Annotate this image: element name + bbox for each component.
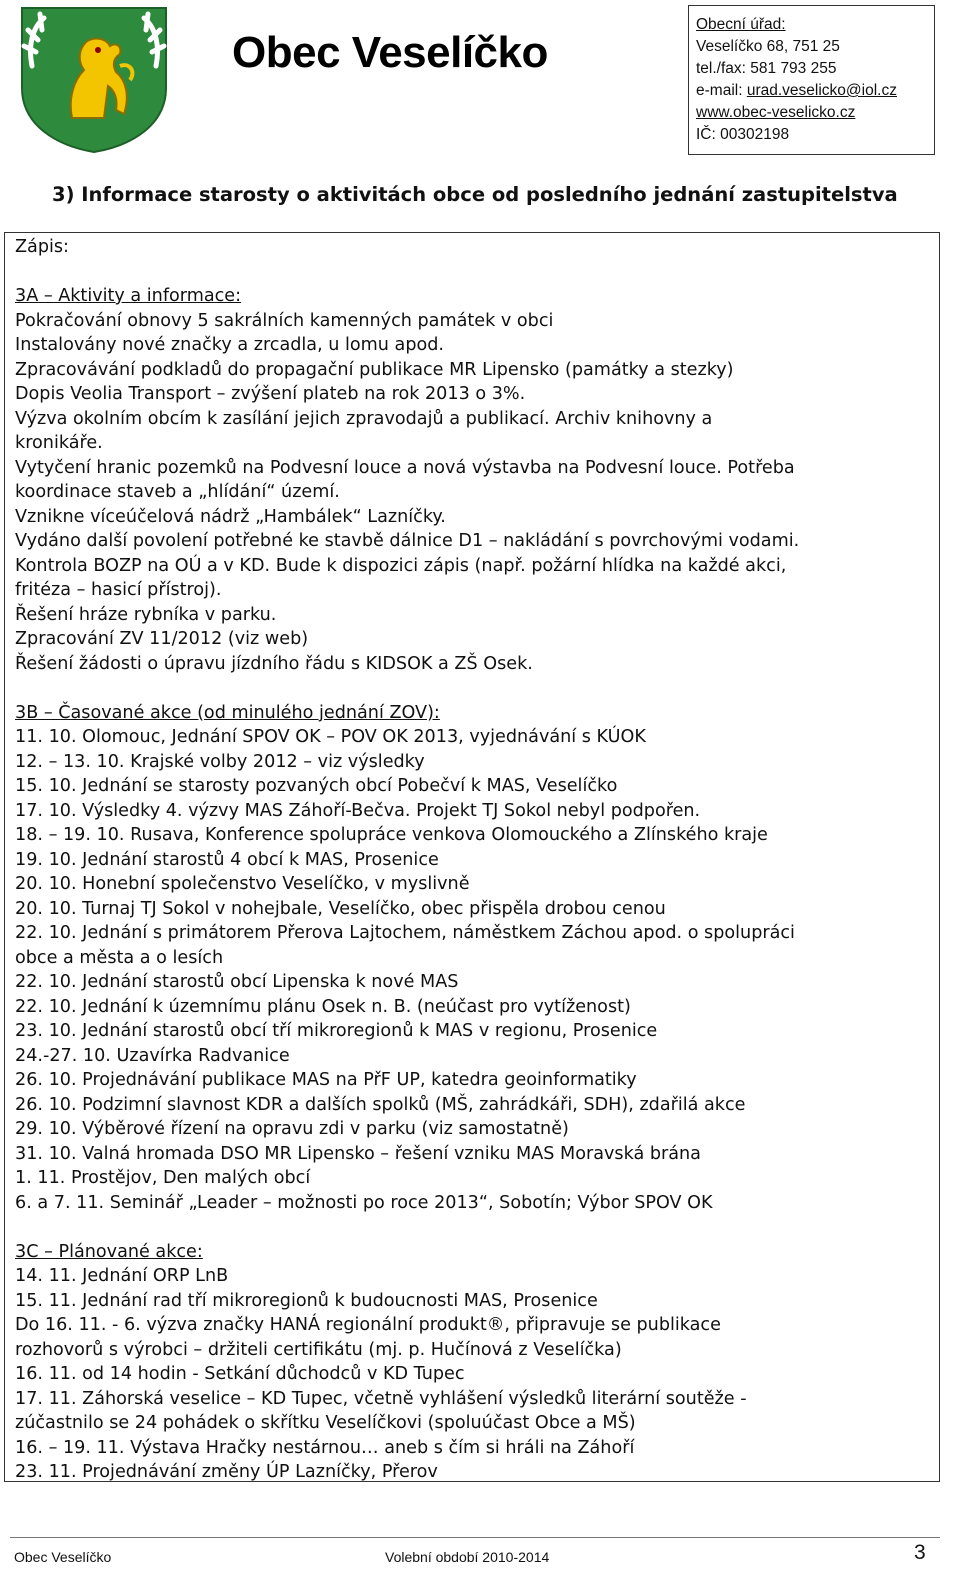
list-item: koordinace staveb a „hlídání“ území. xyxy=(15,482,340,502)
list-item: 20. 10. Turnaj TJ Sokol v nohejbale, Veselíčko, obec přispěla drobou cenou xyxy=(15,898,666,919)
list-item: 1. 11. Prostějov, Den malých obcí xyxy=(15,1168,311,1188)
list-item: 15. 11. Jednání rad tří mikroregionů k budoucnosti MAS, Prosenice xyxy=(15,1290,598,1311)
contact-box xyxy=(688,5,935,155)
contact-email-link[interactable]: urad.veselicko@iol.cz xyxy=(746,82,897,99)
list-item: Zpracování ZV 11/2012 (viz web) xyxy=(15,629,309,649)
list-item: kronikáře. xyxy=(15,433,103,453)
footer-village: Obec Veselíčko xyxy=(14,1549,112,1565)
contact-web-link[interactable]: www.obec-veselicko.cz xyxy=(696,104,856,121)
list-item: Řešení žádosti o úpravu jízdního řádu s KIDSOK a ZŠ Osek. xyxy=(15,653,533,674)
list-item: Dopis Veolia Transport – zvýšení plateb na rok 2013 o 3%. xyxy=(15,384,526,404)
list-item: 22. 10. Jednání starostů obcí Lipenska k nové MAS xyxy=(15,972,459,992)
list-item: 17. 11. Záhorská veselice – KD Tupec, včetně vyhlášení výsledků literární soutěže - xyxy=(15,1388,747,1409)
list-item: Vydáno další povolení potřebné ke stavbě dálnice D1 – nakládání s povrchovými vodami. xyxy=(15,531,800,551)
section-a-title: 3A – Aktivity a informace: xyxy=(15,286,242,306)
list-item: 26. 10. Projednávání publikace MAS na PřF UP, katedra geoinformatiky xyxy=(15,1070,637,1090)
list-item: obce a města a o lesích xyxy=(15,947,224,968)
contact-email-line xyxy=(696,80,934,102)
list-item: 23. 11. Projednávání změny ÚP Lazníčky, Přerov xyxy=(15,1462,438,1482)
list-item: Vytyčení hranic pozemků na Podvesní louce a nová výstavba na Podvesní louce. Potřeba xyxy=(15,457,795,478)
section-b-title: 3B – Časované akce (od minulého jednání ZOV): xyxy=(15,702,440,723)
contact-phone: tel./fax: 581 793 255 xyxy=(696,60,837,77)
contact-heading: Obecní úřad: xyxy=(696,16,786,33)
list-item: 19. 10. Jednání starostů 4 obcí k MAS, Prosenice xyxy=(15,849,439,870)
coat-of-arms-icon xyxy=(18,6,170,154)
contact-ic: IČ: 00302198 xyxy=(696,126,790,143)
minutes-box xyxy=(4,232,940,1482)
contact-email-prefix: e-mail: xyxy=(696,82,747,99)
list-item: 17. 10. Výsledky 4. výzvy MAS Záhoří-Bečva. Projekt TJ Sokol nebyl podpořen. xyxy=(15,800,701,821)
section-c-list xyxy=(15,1264,939,1485)
list-item: fritéza – hasicí přístroj). xyxy=(15,580,222,600)
section-b-list xyxy=(15,725,939,1215)
list-item: 24.-27. 10. Uzavírka Radvanice xyxy=(15,1045,290,1066)
list-item: 26. 10. Podzimní slavnost KDR a dalších spolků (MŠ, zahrádkáři, SDH), zdařilá akce xyxy=(15,1094,746,1115)
list-item: Instalovány nové značky a zrcadla, u lomu apod. xyxy=(15,335,445,355)
list-item: Kontrola BOZP na OÚ a v KD. Bude k dispozici zápis (např. požární hlídka na každé akci, xyxy=(15,555,787,576)
list-item: 11. 10. Olomouc, Jednání SPOV OK – POV OK 2013, vyjednávání s KÚOK xyxy=(15,727,646,747)
village-title: Obec Veselíčko xyxy=(232,28,548,77)
list-item: 16. 11. od 14 hodin - Setkání důchodců v KD Tupec xyxy=(15,1364,465,1384)
list-item: Řešení hráze rybníka v parku. xyxy=(15,604,277,625)
list-item: 22. 10. Jednání k územnímu plánu Osek n. B. (neúčast pro vytíženost) xyxy=(15,996,631,1017)
list-item: 15. 10. Jednání se starosty pozvaných obcí Pobečví k MAS, Veselíčko xyxy=(15,776,618,796)
section-a-list xyxy=(15,309,939,677)
list-item: 22. 10. Jednání s primátorem Přerova Lajtochem, náměstkem Záchou apod. o spolupráci xyxy=(15,923,795,943)
section-c-title: 3C – Plánované akce: xyxy=(15,1241,203,1262)
list-item: 14. 11. Jednání ORP LnB xyxy=(15,1266,229,1286)
list-item: 31. 10. Valná hromada DSO MR Lipensko – řešení vzniku MAS Moravská brána xyxy=(15,1143,701,1164)
list-item: Zpracovávání podkladů do propagační publikace MR Lipensko (památky a stezky) xyxy=(15,359,734,380)
contact-address: Veselíčko 68, 751 25 xyxy=(696,38,840,55)
list-item: 20. 10. Honební společenstvo Veselíčko, v myslivně xyxy=(15,874,470,894)
section-heading: 3) Informace starosty o aktivitách obce od posledního jednání zastupitelstva xyxy=(52,183,898,206)
list-item: 18. – 19. 10. Rusava, Konference spolupráce venkova Olomouckého a Zlínského kraje xyxy=(15,825,768,845)
footer-divider xyxy=(10,1537,940,1538)
list-item: 23. 10. Jednání starostů obcí tří mikroregionů k MAS v regionu, Prosenice xyxy=(15,1021,658,1041)
list-item: 6. a 7. 11. Seminář „Leader – možnosti po roce 2013“, Sobotín; Výbor SPOV OK xyxy=(15,1192,713,1213)
list-item: zúčastnilo se 24 pohádek o skřítku Veselíčkovi (spoluúčast Obce a MŠ) xyxy=(15,1413,636,1433)
list-item: 12. – 13. 10. Krajské volby 2012 – viz výsledky xyxy=(15,751,425,772)
list-item: Do 16. 11. - 6. výzva značky HANÁ regionální produkt®, připravuje se publikace xyxy=(15,1315,721,1335)
list-item: 29. 10. Výběrové řízení na opravu zdi v parku (viz samostatně) xyxy=(15,1119,569,1139)
list-item: rozhovorů s výrobci – držiteli certifikátu (mj. p. Hučínová z Veselíčka) xyxy=(15,1339,622,1360)
list-item: Výzva okolním obcím k zasílání jejich zpravodajů a publikací. Archiv knihovny a xyxy=(15,408,713,429)
footer-term: Volební období 2010-2014 xyxy=(385,1549,550,1565)
list-item: 16. – 19. 11. Výstava Hračky nestárnou… aneb s čím si hráli na Záhoří xyxy=(15,1437,635,1458)
zapis-label: Zápis: xyxy=(15,237,69,257)
list-item: Vznikne víceúčelová nádrž „Hambálek“ Lazníčky. xyxy=(15,506,446,527)
page-number: 3 xyxy=(914,1541,926,1564)
list-item: Pokračování obnovy 5 sakrálních kamenných památek v obci xyxy=(15,310,554,331)
